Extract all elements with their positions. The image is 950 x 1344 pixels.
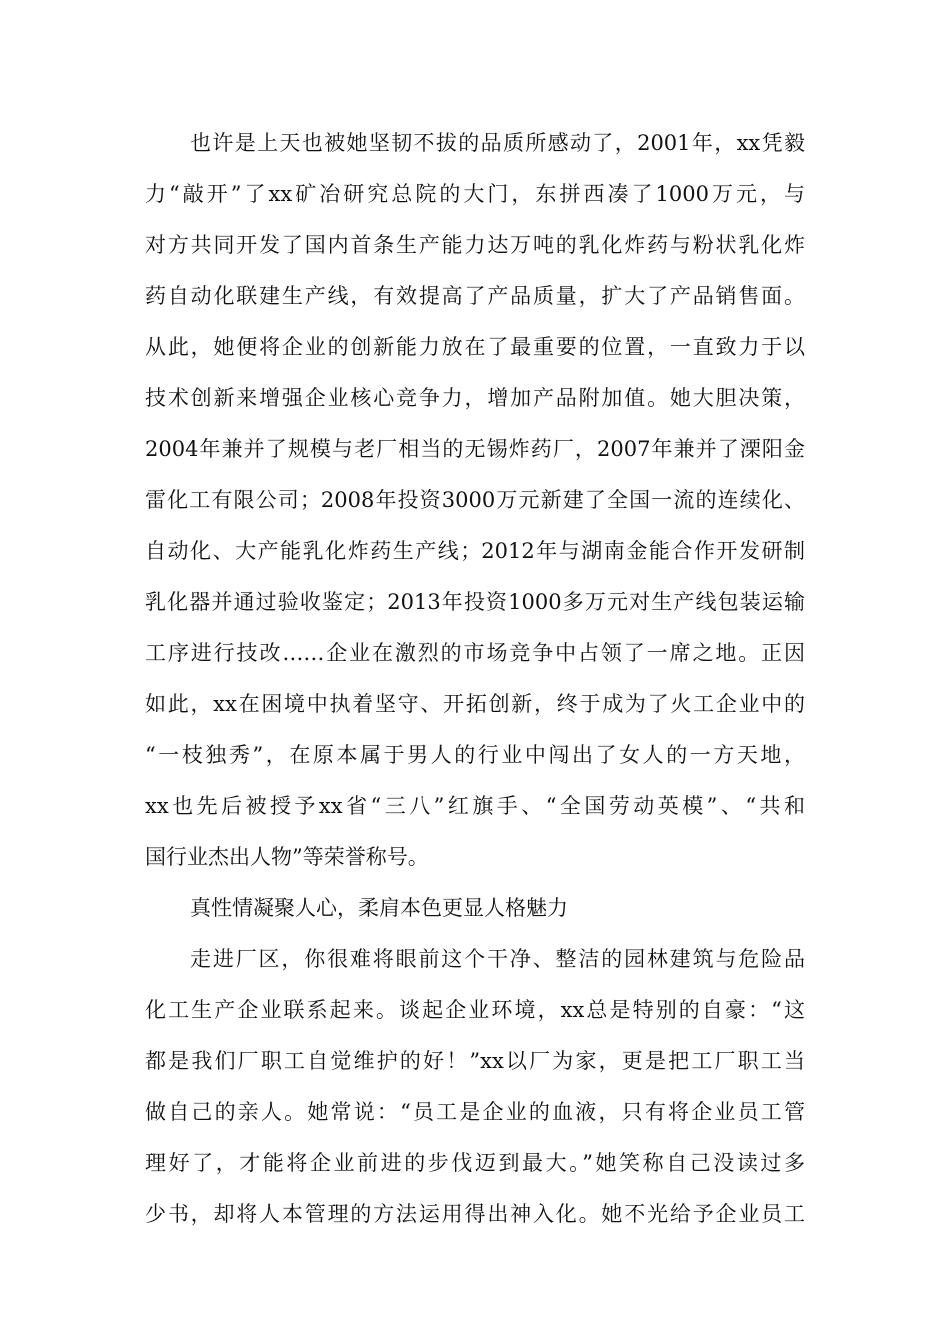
paragraph-line: 如此，xx在困境中执着坚守、开拓创新，终于成为了火工企业中的 [145,692,805,716]
paragraph-line: 国行业杰出人物”等荣誉称号。 [145,845,429,869]
paragraph-line: 理好了，才能将企业前进的步伐迈到最大。”她笑称自己没读过多 [145,1151,805,1175]
paragraph-line: 雷化工有限公司；2008年投资3000万元新建了全国一流的连续化、 [145,488,805,512]
paragraph-line: 从此，她便将企业的创新能力放在了最重要的位置，一直致力于以 [145,335,805,359]
paragraph-line: 走进厂区，你很难将眼前这个干净、整洁的园林建筑与危险品 [190,947,805,971]
paragraph-line: 做自己的亲人。她常说：“员工是企业的血液，只有将企业员工管 [145,1100,805,1124]
paragraph-line: 工序进行技改……企业在激烈的市场竞争中占领了一席之地。正因 [145,641,805,665]
section-heading: 真性情凝聚人心，柔肩本色更显人格魅力 [190,896,568,920]
paragraph-line: 化工生产企业联系起来。谈起企业环境，xx总是特别的自豪：“这 [145,998,805,1022]
paragraph-line: “一枝独秀”，在原本属于男人的行业中闯出了女人的一方天地， [145,743,805,767]
paragraph-line: 少书，却将人本管理的方法运用得出神入化。她不光给予企业员工 [145,1202,805,1226]
paragraph-line: 都是我们厂职工自觉维护的好！”xx以厂为家，更是把工厂职工当 [145,1049,805,1073]
paragraph-line: 也许是上天也被她坚韧不拔的品质所感动了，2001年，xx凭毅 [190,131,805,155]
paragraph-line: 对方共同开发了国内首条生产能力达万吨的乳化炸药与粉状乳化炸 [145,233,805,257]
paragraph-line: 技术创新来增强企业核心竞争力，增加产品附加值。她大胆决策， [145,386,805,410]
paragraph-line: 药自动化联建生产线，有效提高了产品质量，扩大了产品销售面。 [145,284,805,308]
paragraph-line: xx也先后被授予xx省“三八”红旗手、“全国劳动英模”、“共和 [145,794,805,818]
paragraph-line: 乳化器并通过验收鉴定；2013年投资1000多万元对生产线包装运输 [145,590,805,614]
body-text [145,118,805,1240]
paragraph-line: 力“敲开”了xx矿冶研究总院的大门，东拼西凑了1000万元，与 [145,182,805,206]
paragraph-line: 自动化、大产能乳化炸药生产线；2012年与湖南金能合作开发研制 [145,539,805,563]
paragraph-line: 2004年兼并了规模与老厂相当的无锡炸药厂，2007年兼并了溧阳金 [145,437,805,461]
